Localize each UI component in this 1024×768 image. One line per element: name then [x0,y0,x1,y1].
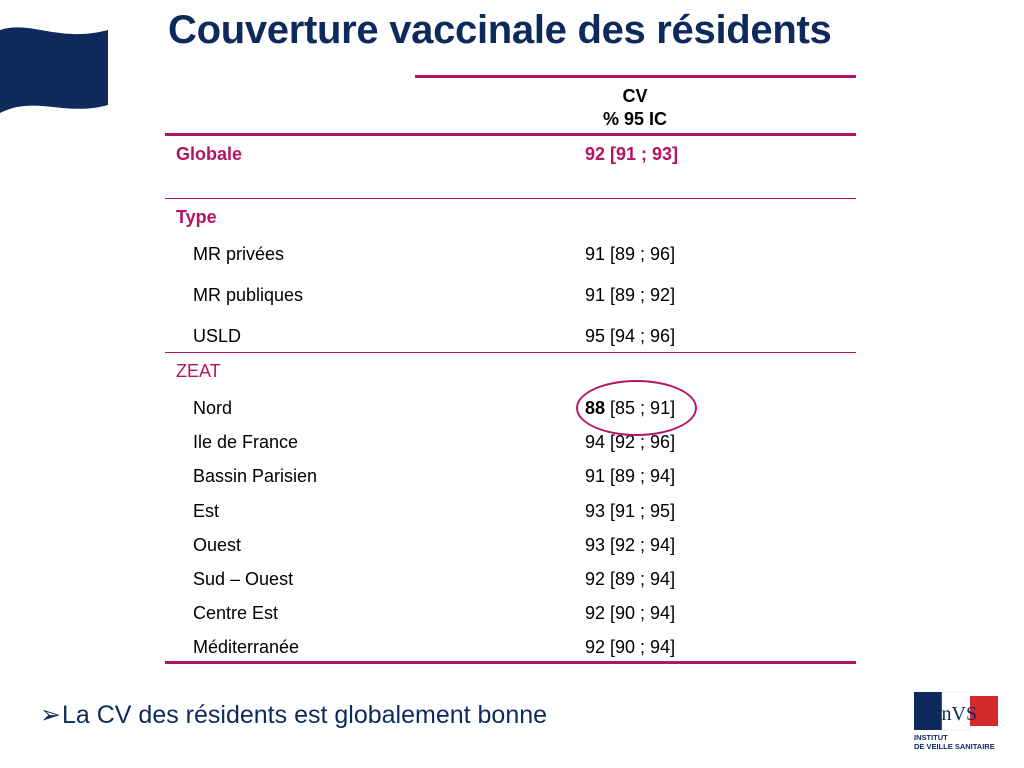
section-zeat: ZEAT [176,361,221,381]
highlighted-value: 88 [585,398,606,418]
row-value-est: 93 [91 ; 95] [585,501,676,521]
section-type: Type [176,207,217,227]
header-top-rule [415,75,856,78]
row-value-mr-privees: 91 [89 ; 96] [585,244,676,264]
conclusion-text: La CV des résidents est globalement bonne [62,701,548,729]
conclusion-bullet [40,700,547,730]
row-label-globale: Globale [176,144,243,164]
flag-logo-icon [0,25,112,115]
logo-caption-line2: DE VEILLE SANITAIRE [914,742,995,751]
highlight-circle [576,380,697,436]
row-label-mr-publiques: MR publiques [193,285,304,305]
row-label-ouest: Ouest [193,535,242,555]
row-value-mediterranee: 92 [90 ; 94] [585,637,676,657]
row-value-centre-est: 92 [90 ; 94] [585,603,676,623]
row-label-mediterranee: Méditerranée [193,637,300,657]
logo-caption [914,733,995,751]
row-value-mr-publiques: 91 [89 ; 92] [585,285,676,305]
row-value-globale: 92 [91 ; 93] [585,144,679,164]
row-label-bassin-parisien: Bassin Parisien [193,466,318,486]
divider-type [165,352,856,353]
vaccination-coverage-table [165,0,856,768]
row-label-ile-de-france: Ile de France [193,432,299,452]
logo-wordmark: InVS [934,703,978,725]
row-label-est: Est [193,501,220,521]
row-label-mr-privees: MR privées [193,244,285,264]
row-label-usld: USLD [193,326,242,346]
header-bottom-rule [165,133,856,136]
page-title: Couverture vaccinale des résidents [168,8,832,52]
row-value-usld: 95 [94 ; 96] [585,326,676,346]
column-header-ci: % 95 IC [602,109,668,129]
table-bottom-rule [165,661,856,664]
logo-caption-line1: INSTITUT [914,733,948,742]
divider-globale [165,198,856,199]
row-value-bassin-parisien: 91 [89 ; 94] [585,466,676,486]
row-value-ile-de-france: 94 [92 ; 96] [585,432,676,452]
row-label-nord: Nord [193,398,233,418]
bullet-arrow-icon: ➢ [40,701,61,729]
column-header-cv: CV [622,86,648,106]
row-value-nord-ci: [85 ; 91] [605,398,676,418]
row-value-ouest: 93 [92 ; 94] [585,535,676,555]
row-value-sud-ouest: 92 [89 ; 94] [585,569,676,589]
row-label-sud-ouest: Sud – Ouest [193,569,294,589]
row-label-centre-est: Centre Est [193,603,279,623]
